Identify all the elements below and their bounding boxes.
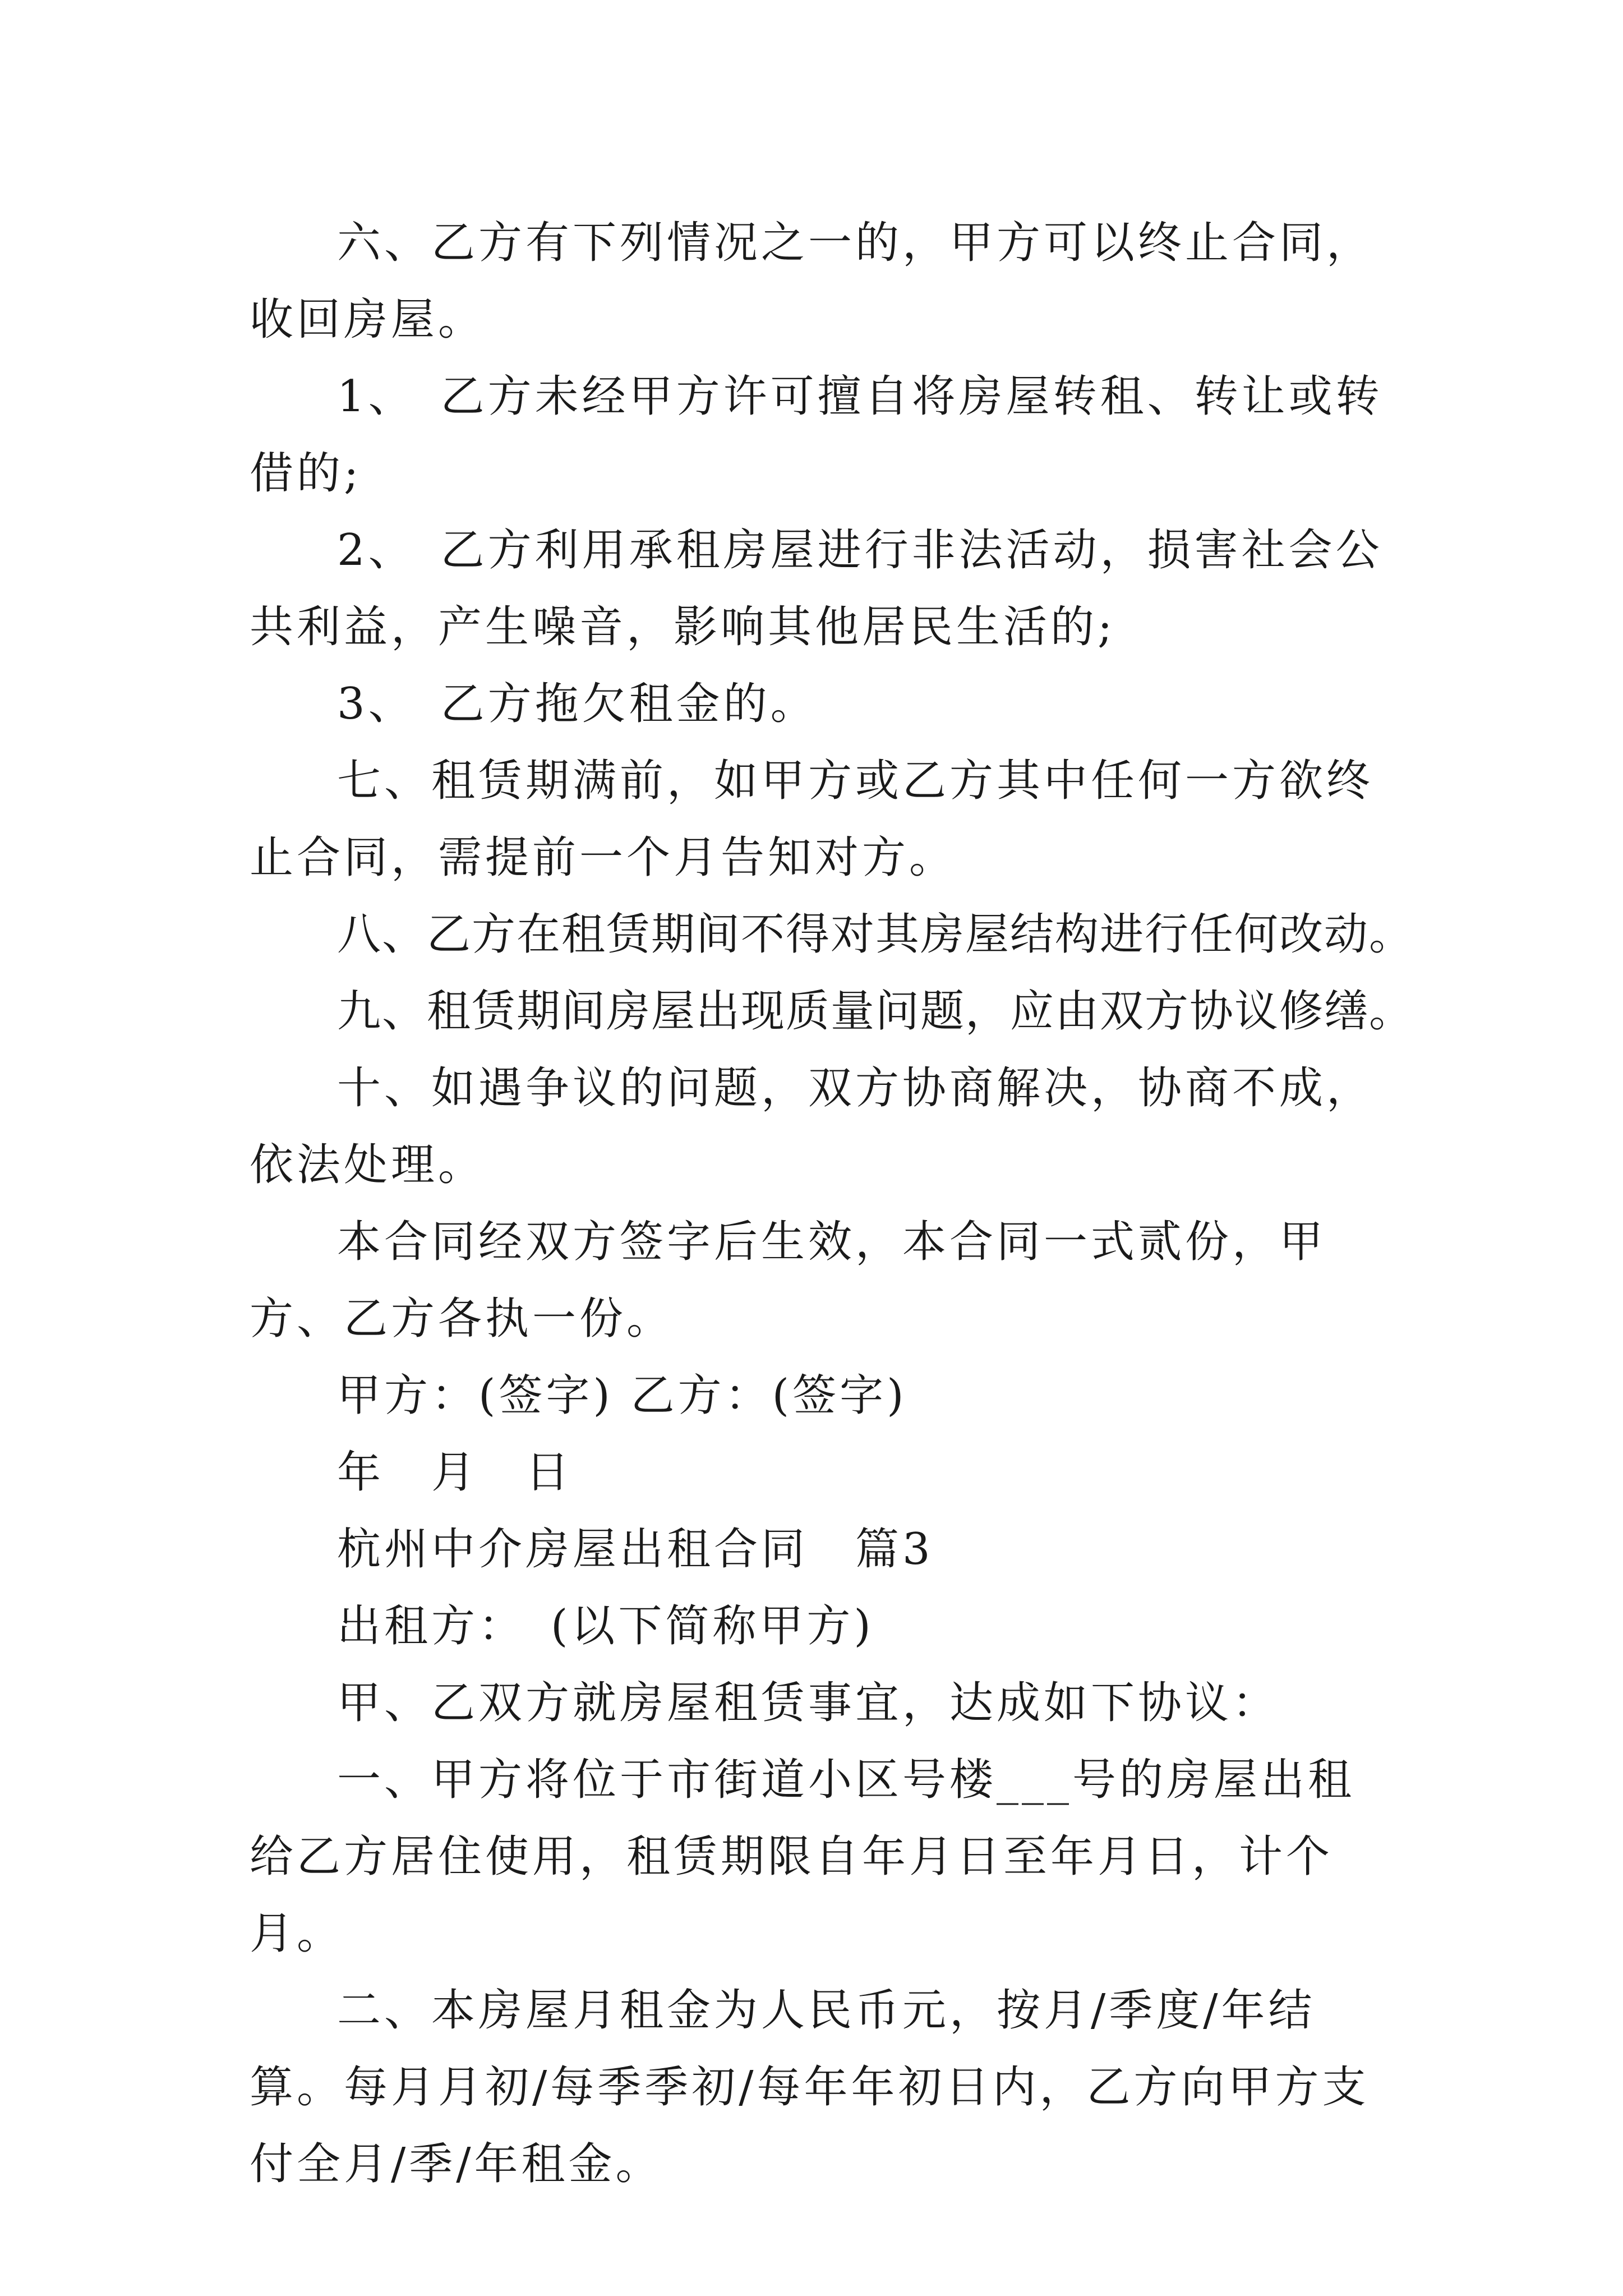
lessor-line: 出租方： (以下简称甲方) xyxy=(337,1601,874,1651)
paragraph-clause-1: 一、甲方将位于市街道小区号楼___号的房屋出租给乙方居住使用，租赁期限自年月日至年月日，计个月。 xyxy=(250,1755,1355,1959)
date-line: 年 月 日 xyxy=(337,1447,573,1498)
paragraph-clause-6-item-1: 1、 乙方未经甲方许可擅自将房屋转租、转让或转借的; xyxy=(250,371,1383,499)
paragraph-clause-8: 八、乙方在租赁期间不得对其房屋结构进行任何改动。 xyxy=(337,909,1414,960)
agreement-intro: 甲、乙双方就房屋租赁事宜，达成如下协议： xyxy=(337,1678,1280,1728)
paragraph-clause-7: 七、租赁期满前，如甲方或乙方其中任何一方欲终止合同，需提前一个月告知对方。 xyxy=(250,756,1374,883)
document-body xyxy=(250,205,1414,2203)
signature-line: 甲方：(签字) 乙方：(签字) xyxy=(337,1370,907,1421)
paragraph-clause-2: 二、本房屋月租金为人民币元，按月/季度/年结算。每月月初/每季季初/每年年初日内，乙方向甲方支付全月/季/年租金。 xyxy=(250,1985,1370,2189)
paragraph-clause-6: 六、乙方有下列情况之一的，甲方可以终止合同，收回房屋。 xyxy=(250,218,1374,345)
paragraph-clause-6-item-3: 3、 乙方拖欠租金的。 xyxy=(337,679,818,729)
paragraph-clause-10: 十、如遇争议的问题，双方协商解决，协商不成，依法处理。 xyxy=(250,1063,1374,1190)
paragraph-clause-6-item-2: 2、 乙方利用承租房屋进行非法活动，损害社会公共利益，产生噪音，影响其他居民生活的; xyxy=(250,525,1383,652)
paragraph-effectiveness: 本合同经双方签字后生效，本合同一式贰份，甲方、乙方各执一份。 xyxy=(250,1217,1327,1344)
paragraph-clause-9: 九、租赁期间房屋出现质量问题，应由双方协议修缮。 xyxy=(337,986,1414,1037)
section-heading: 杭州中介房屋出租合同 篇3 xyxy=(337,1524,934,1575)
